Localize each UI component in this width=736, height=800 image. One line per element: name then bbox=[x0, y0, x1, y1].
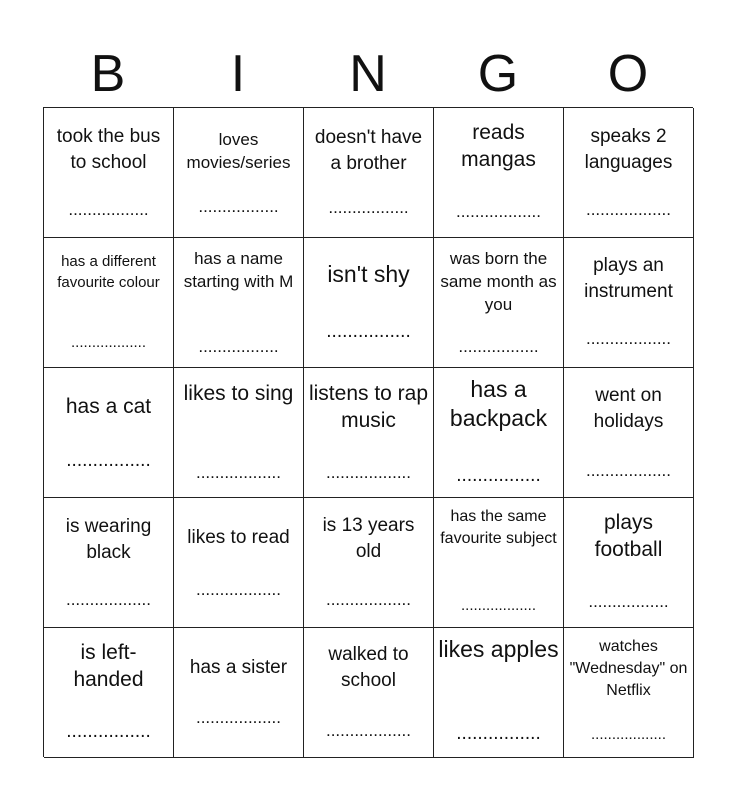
bingo-cell[interactable] bbox=[174, 498, 304, 628]
bingo-cell[interactable] bbox=[44, 628, 174, 758]
answer-line[interactable]: .................. bbox=[65, 590, 152, 609]
answer-line[interactable]: ................ bbox=[66, 450, 151, 471]
cell-prompt: isn't shy bbox=[327, 261, 410, 287]
answer-line[interactable]: .................. bbox=[460, 597, 536, 614]
cell-prompt: went on holidays bbox=[593, 385, 664, 432]
answer-line[interactable]: ................ bbox=[456, 465, 541, 486]
answer-line[interactable]: .................. bbox=[325, 590, 412, 609]
cell-prompt: plays football bbox=[594, 511, 663, 561]
bingo-cell[interactable] bbox=[304, 628, 434, 758]
cell-prompt: listens to rap music bbox=[308, 382, 429, 432]
bingo-cell[interactable] bbox=[434, 628, 564, 758]
cell-prompt: has a name starting with M bbox=[183, 249, 294, 291]
bingo-cell[interactable] bbox=[434, 498, 564, 628]
header-letter-b: B bbox=[90, 45, 126, 103]
cell-prompt: is left-handed bbox=[73, 641, 144, 691]
bingo-cell[interactable] bbox=[44, 498, 174, 628]
bingo-cell[interactable] bbox=[44, 238, 174, 368]
answer-line[interactable]: .................. bbox=[195, 463, 282, 482]
bingo-header bbox=[43, 44, 693, 104]
answer-line[interactable]: .................. bbox=[455, 202, 542, 221]
cell-prompt: has a sister bbox=[189, 657, 288, 678]
answer-line[interactable]: .................. bbox=[325, 721, 412, 740]
cell-prompt: walked to school bbox=[328, 644, 409, 691]
header-letter-i: I bbox=[230, 45, 246, 103]
cell-prompt: plays an instrument bbox=[584, 255, 673, 302]
bingo-cell[interactable] bbox=[434, 108, 564, 238]
bingo-cell[interactable] bbox=[304, 498, 434, 628]
bingo-cell[interactable] bbox=[44, 368, 174, 498]
cell-prompt: loves movies/series bbox=[186, 130, 291, 172]
bingo-cell[interactable] bbox=[434, 238, 564, 368]
answer-line[interactable]: .................. bbox=[585, 461, 672, 480]
answer-line[interactable]: ................ bbox=[326, 321, 411, 342]
bingo-cell[interactable] bbox=[174, 108, 304, 238]
answer-line[interactable]: .................. bbox=[195, 580, 282, 599]
answer-line[interactable]: .................. bbox=[70, 334, 146, 351]
cell-prompt: watches "Wednesday" on Netflix bbox=[569, 638, 688, 699]
bingo-cell[interactable] bbox=[564, 498, 694, 628]
answer-line[interactable]: ................. bbox=[198, 337, 279, 356]
answer-line[interactable]: .................. bbox=[585, 200, 672, 219]
cell-prompt: has a backpack bbox=[449, 376, 548, 431]
cell-prompt: has a cat bbox=[65, 395, 152, 418]
cell-prompt: reads mangas bbox=[461, 121, 536, 171]
bingo-cell[interactable] bbox=[434, 368, 564, 498]
bingo-cell[interactable] bbox=[174, 368, 304, 498]
cell-prompt: has a different favourite colour bbox=[57, 253, 160, 291]
answer-line[interactable]: .................. bbox=[590, 726, 666, 743]
cell-prompt: likes apples bbox=[438, 636, 559, 662]
cell-prompt: is wearing black bbox=[65, 516, 152, 563]
answer-line[interactable]: .................. bbox=[325, 463, 412, 482]
answer-line[interactable]: ................. bbox=[198, 197, 279, 216]
bingo-cell[interactable] bbox=[564, 368, 694, 498]
bingo-cell[interactable] bbox=[304, 108, 434, 238]
header-letter-o: O bbox=[607, 45, 649, 103]
cell-prompt: took the bus to school bbox=[56, 126, 161, 173]
cell-prompt: was born the same month as you bbox=[440, 249, 557, 314]
bingo-card bbox=[43, 107, 693, 757]
answer-line[interactable]: .................. bbox=[195, 708, 282, 727]
header-letter-n: N bbox=[349, 45, 387, 103]
answer-line[interactable]: ................. bbox=[458, 337, 539, 356]
bingo-cell[interactable] bbox=[564, 628, 694, 758]
answer-line[interactable]: ................. bbox=[328, 198, 409, 217]
header-letter-g: G bbox=[477, 45, 519, 103]
answer-line[interactable]: .................. bbox=[585, 329, 672, 348]
bingo-cell[interactable] bbox=[44, 108, 174, 238]
answer-line[interactable]: ................. bbox=[68, 200, 149, 219]
bingo-cell[interactable] bbox=[304, 368, 434, 498]
answer-line[interactable]: ................ bbox=[456, 723, 541, 744]
cell-prompt: has the same favourite subject bbox=[440, 508, 557, 547]
cell-prompt: likes to read bbox=[187, 527, 290, 548]
bingo-cell[interactable] bbox=[174, 238, 304, 368]
cell-prompt: speaks 2 languages bbox=[584, 126, 673, 173]
bingo-cell[interactable] bbox=[564, 238, 694, 368]
bingo-cell[interactable] bbox=[564, 108, 694, 238]
cell-prompt: likes to sing bbox=[183, 382, 294, 405]
bingo-cell[interactable] bbox=[174, 628, 304, 758]
bingo-cell[interactable] bbox=[304, 238, 434, 368]
answer-line[interactable]: ................. bbox=[588, 592, 669, 611]
cell-prompt: doesn't have a brother bbox=[314, 127, 423, 174]
cell-prompt: is 13 years old bbox=[322, 515, 415, 562]
answer-line[interactable]: ................ bbox=[66, 721, 151, 742]
